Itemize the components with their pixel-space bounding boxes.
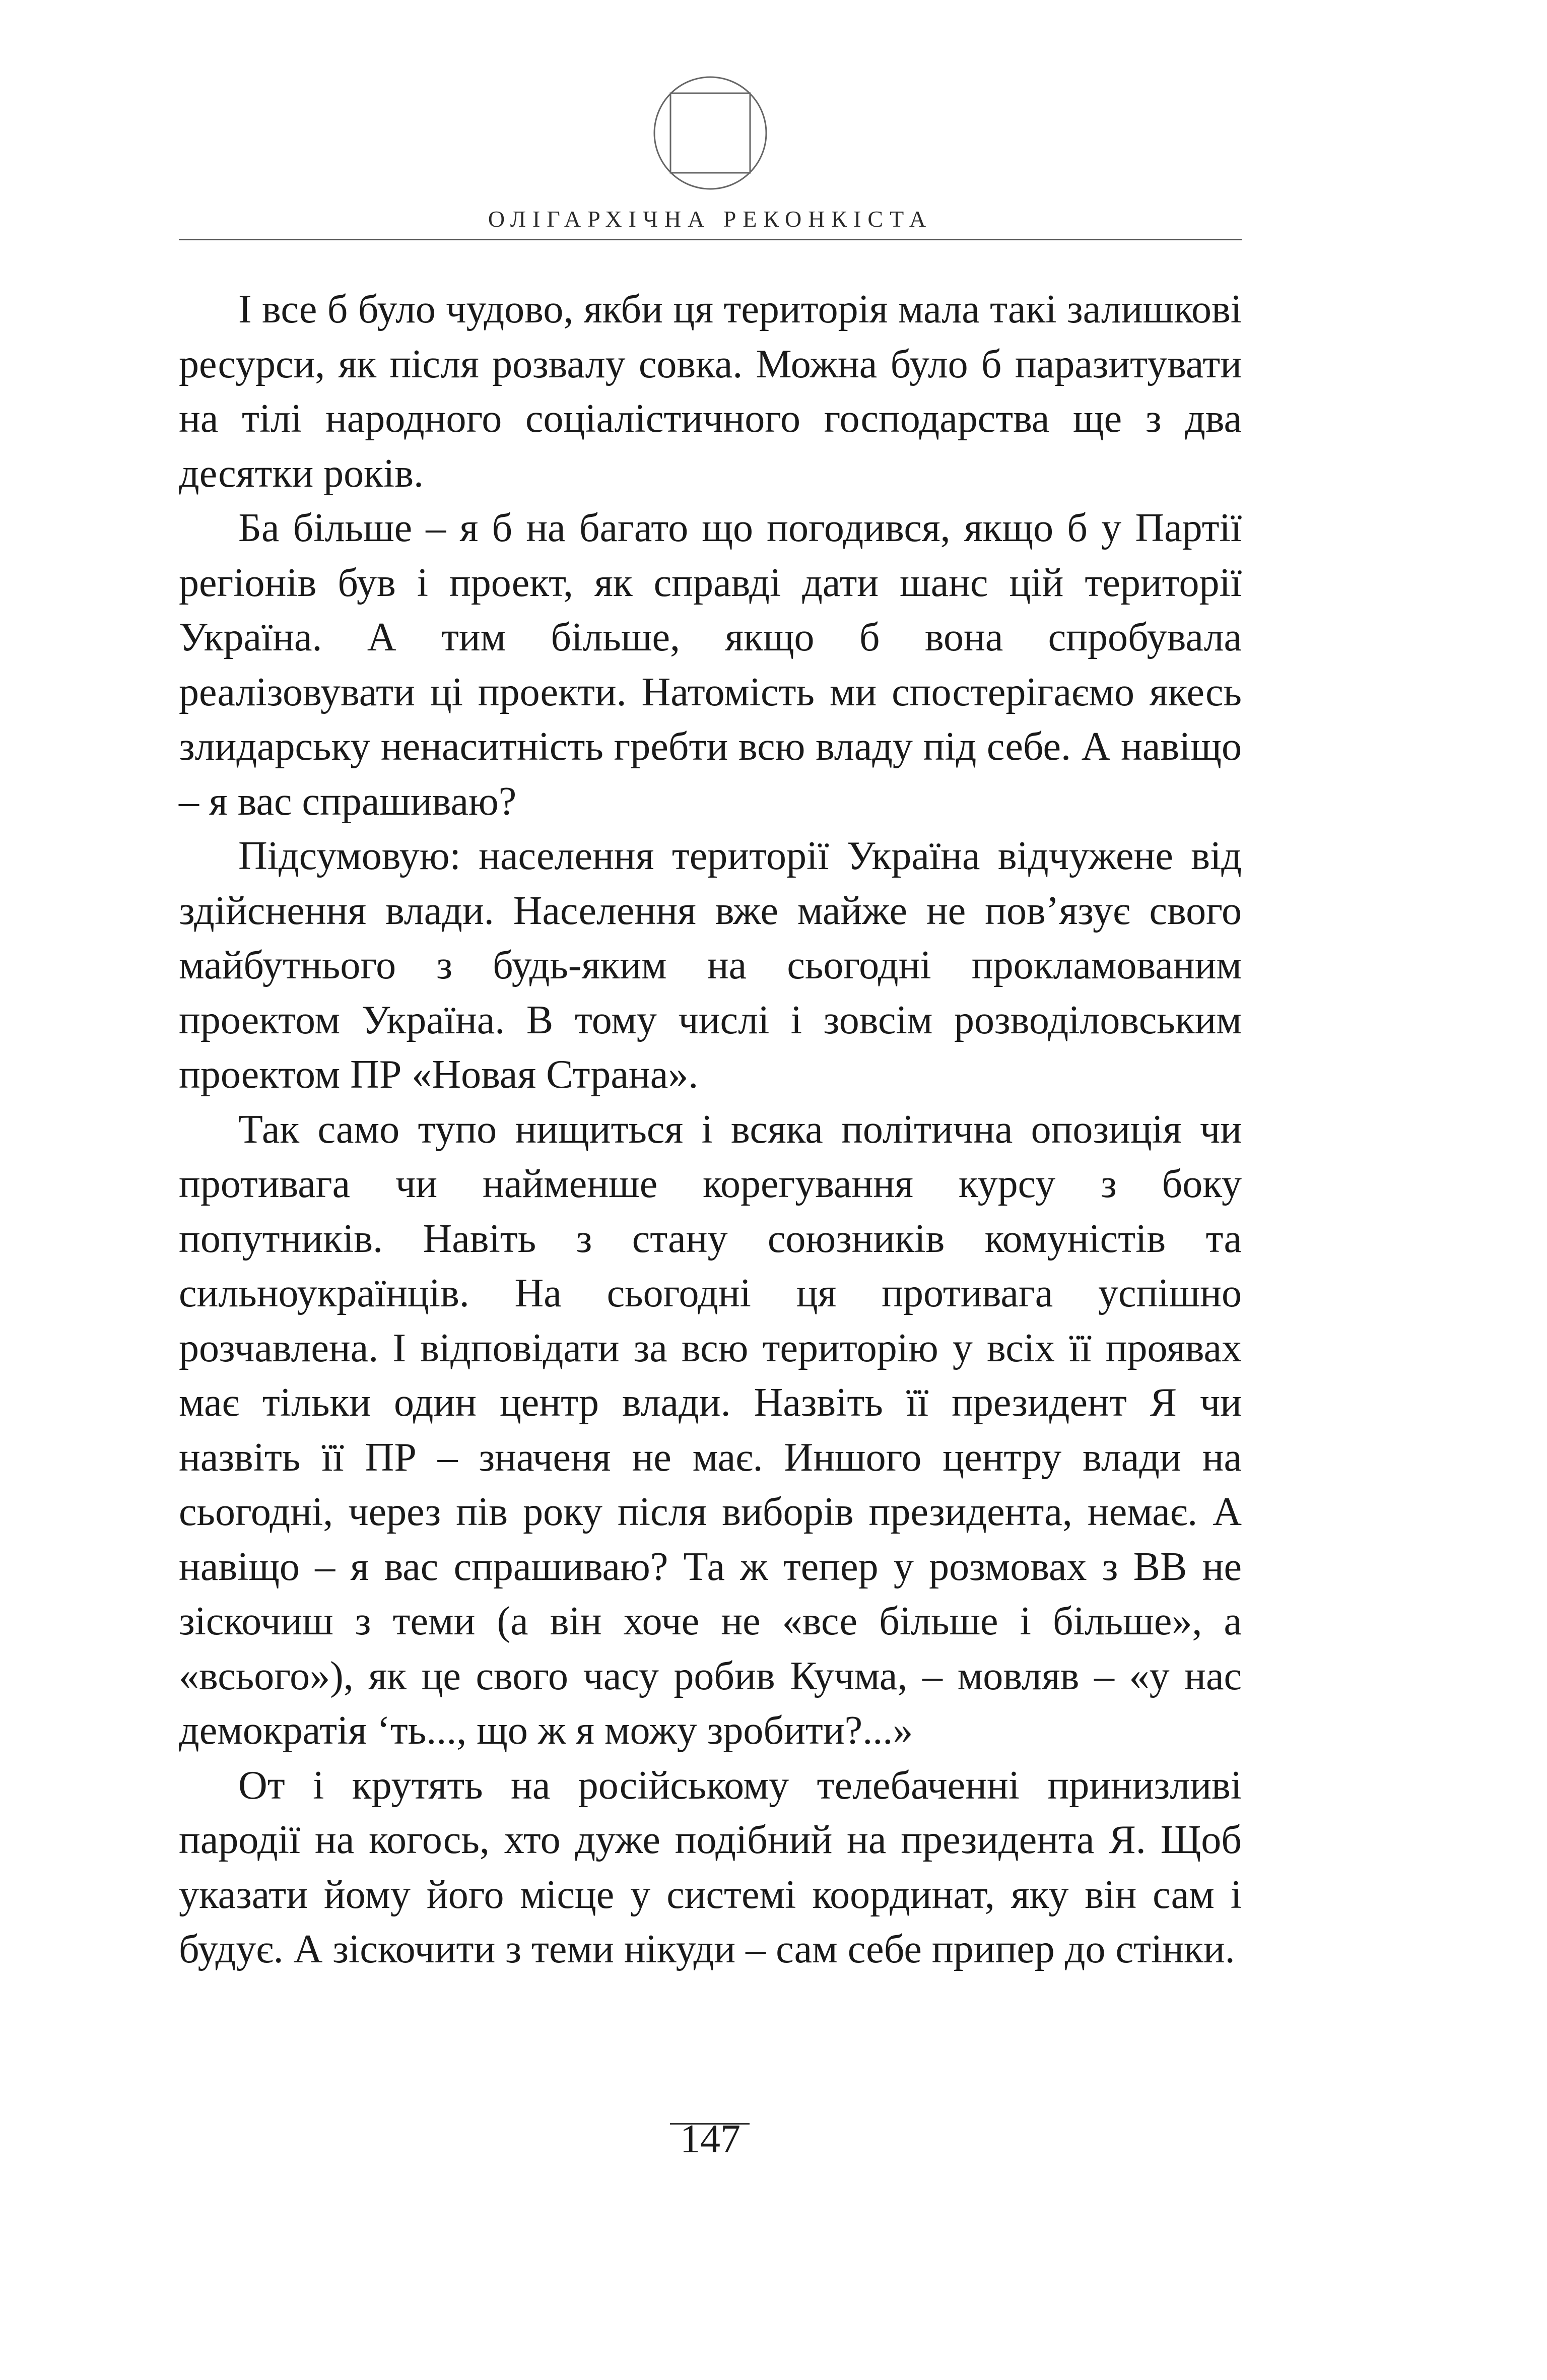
body-text	[179, 282, 1242, 1977]
paragraph-3: Підсумовую: населення території Україна відчужене від здійснення влади. Населення вже майже не пов’язує свого майбутнього з будь-яким на сьогодні прокламованим проектом Україна. В тому числі і зовсім розводіловським проектом ПР «Новая Страна».	[179, 834, 1242, 1097]
paragraph-5: От і крутять на російському телебаченні принизливі пародії на когось, хто дуже подібний на президента Я. Щоб указати йому його місце у системі координат, яку він сам і будує. А зіскочити з теми нікуди – сам себе припер до стінки.	[179, 1763, 1242, 1971]
running-head-title: ОЛІГАРХІЧНА РЕКОНКІСТА	[488, 206, 933, 232]
paragraph-2: Ба більше – я б на багато що погодився, якщо б у Партії регіонів був і проект, як справді дати шанс цій території Україна. А тим більше, якщо б вона спробувала реалізовувати ці проекти. Натомість ми спостерігаємо якесь злидарську ненаситність гребти всю владу під себе. А навіщо – я вас спрашиваю?	[179, 506, 1242, 824]
header-divider	[179, 239, 1242, 240]
circle-square-emblem-icon	[653, 76, 768, 190]
paragraph-1: І все б було чудово, якби ця територія мала такі залишкові ресурси, як після розвалу совка. Можна було б паразитувати на тілі народного соціалістичного господарства ще з два десятки років.	[179, 287, 1242, 496]
paragraph-4: Так само тупо нищиться і всяка політична опозиція чи противага чи найменше корегування курсу з боку попутників. Навіть з стану союзників комуністів та сильноукраїнців. На сьогодні ця противага успішно розчавлена. І відповідати за всю територію у всіх її проявах має тільки один центр влади. Назвіть її президент Я чи назвіть її ПР – значеня не має. Иншого центру влади на сьогодні, через пів року після виборів президента, немає. А навіщо – я вас спрашиваю? Та ж тепер у розмовах з ВВ не зіскочиш з теми (а він хоче не «все більше і більше», а «всього»), як це свого часу робив Кучма, – мовляв – «у нас демократія ‘ть..., що ж я можу зробити?...»	[179, 1107, 1242, 1753]
page-number: 147	[680, 2117, 741, 2161]
